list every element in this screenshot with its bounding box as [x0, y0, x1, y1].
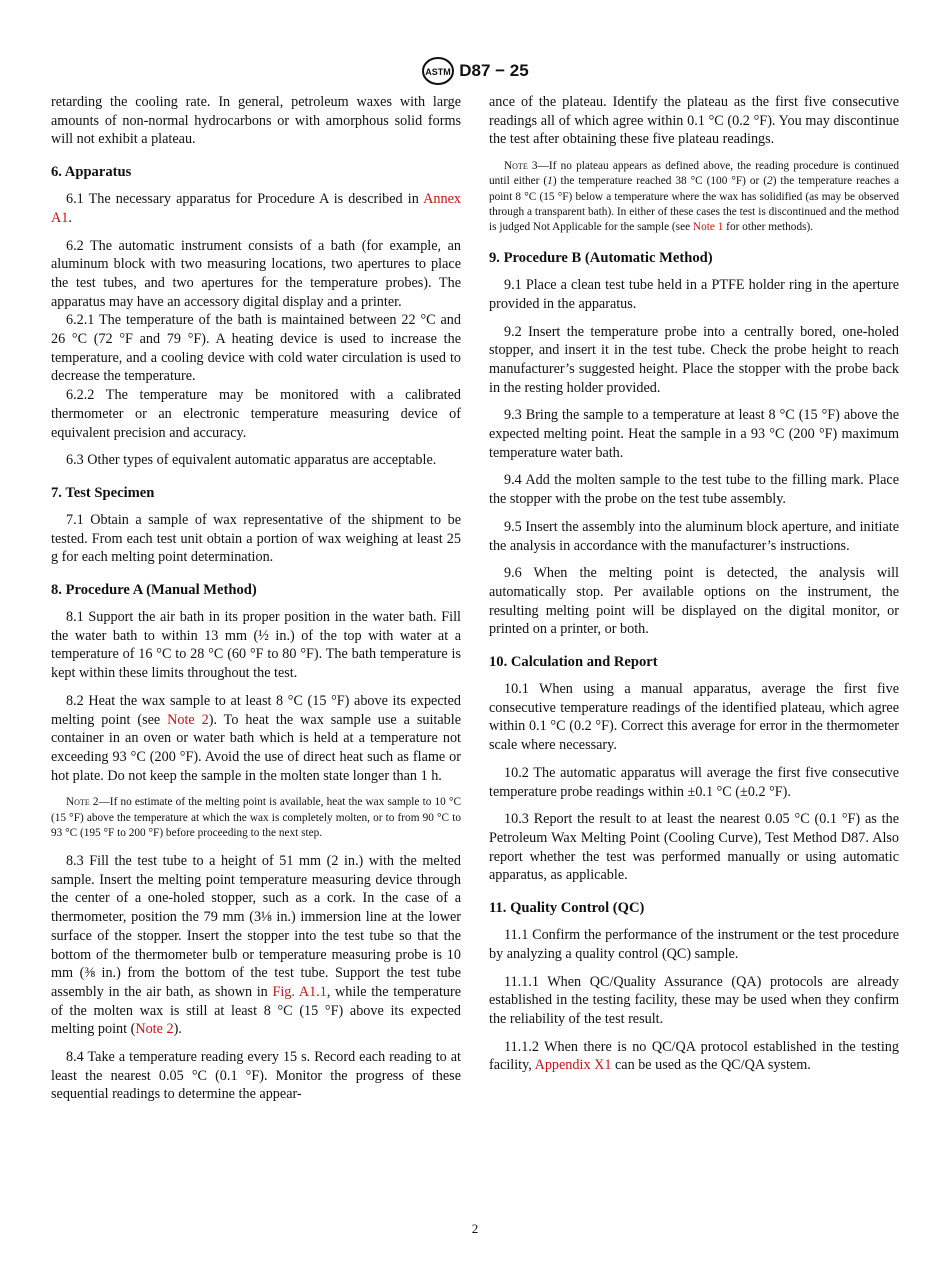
paragraph-8-3: 8.3 Fill the test tube to a height of 51 mm (2 in.) with the melted sample. Insert the melting point temperature measuring device through the center of a one-holed stopper, such as a cork. In the case of a thermometer, position the 79 mm (3⅛ in.) immersion line at the lower surface of the stopper. Insert the stopper into the test tube so that the bottom of the thermometer bulb or temperature measuring probe is 10 mm (⅜ in.) from the bottom of the test tube. Support the test tube assembly in the air bath, as shown in Fig. A1.1, while the temperature of the molten wax is still at least 8 °C (15 °F) above its expected melting point (Note 2). — [51, 853, 461, 1038]
paragraph-9-4: 9.4 Add the molten sample to the test tube to the filling mark. Place the stopper with the probe on the test tube assembly. — [489, 472, 899, 508]
paragraph-7-1: 7.1 Obtain a sample of wax representative of the shipment to be tested. From each test unit obtain a portion of wax weighing at least 25 g for each melting point determination. — [51, 511, 461, 566]
paragraph-6-2-2: 6.2.2 The temperature may be monitored with a calibrated thermometer or an electronic temperature measuring device of equivalent precision and accuracy. — [51, 387, 461, 441]
paragraph-8-1: 8.1 Support the air bath in its proper position in the water bath. Fill the water bath to within 13 mm (½ in.) of the top with water at a temperature of 16 °C to 28 °C (60 °F to 80 °F). The bath temperature is kept within these limits throughout the test. — [51, 609, 461, 682]
page-number: 2 — [471, 1221, 479, 1236]
paragraph-6-1: 6.1 The necessary apparatus for Procedure A is described in Annex A1. — [51, 191, 461, 226]
paragraph-10-2: 10.2 The automatic apparatus will average the first five consecutive temperature probe readings within ±0.1 °C (±0.2 °F). — [489, 764, 899, 800]
section-heading-6: 6. Apparatus — [51, 164, 132, 181]
paragraph-8-2: 8.2 Heat the wax sample to at least 8 °C (15 °F) above its expected melting point (see Note 2). To heat the wax sample use a suitable container in an oven or water bath which is held at a temperature not exceeding 93 °C (200 °F). Avoid the use of direct heat such as flame or hot plate. Do not keep the sample in the molten state longer than 1 h. — [51, 692, 461, 784]
note-2-link-2[interactable]: Note 2 — [135, 1021, 174, 1038]
paragraph-11-1-1: 11.1.1 When QC/Quality Assurance (QA) protocols are already established in the testing facility, these may be used when they confirm the reliability of the test result. — [489, 973, 899, 1027]
paragraph-continued-right: ance of the plateau. Identify the plateau as the first five consecutive readings all of which agree within 0.1 °C (0.2 °F). You may discontinue the test after obtaining these five plateau readings. — [489, 94, 899, 148]
paragraph-11-1-2: 11.1.2 When there is no QC/QA protocol established in the testing facility, Appendix X1 can be used as the QC/QA system. — [489, 1038, 899, 1074]
annex-a1-link[interactable]: Annex A1 — [51, 191, 461, 226]
astm-logo-icon — [421, 56, 455, 86]
note-2-link[interactable]: Note 2 — [167, 711, 209, 728]
paragraph-9-2: 9.2 Insert the temperature probe into a centrally bored, one-holed stopper, and insert it in the test tube. Check the probe height to reach manufacturer’s suggested height. Place the stopper with the probe back in the resting holder provided. — [489, 323, 899, 396]
paragraph-10-1: 10.1 When using a manual apparatus, average the first five consecutive temperature readings of the identified plateau, which agree within 0.1 °C (0.2 °F). Correct this average for error in the thermometer scale where necessary. — [489, 681, 899, 754]
paragraph-9-6: 9.6 When the melting point is detected, the analysis will automatically stop. Per available options on the instrument, the resulting melting point will be displayed on the digital monitor, or printed on a printer, or both. — [489, 565, 899, 638]
right-column — [489, 93, 899, 1084]
left-column — [51, 93, 461, 1113]
section-heading-7: 7. Test Specimen — [51, 484, 155, 501]
paragraph-6-2: 6.2 The automatic instrument consists of a bath (for example, an aluminum block with two measuring locations, two apertures to place the test tubes, and two apertures for the temperature probes). The apparatus may have an accessory digital display and a printer. — [51, 237, 461, 310]
paragraph-10-3: 10.3 Report the result to at least the nearest 0.05 °C (0.1 °F) as the Petroleum Wax Melting Point (Cooling Curve), Test Method D87. Also report whether the test was performed manually or using automatic apparatus, as applicable. — [489, 811, 899, 884]
paragraph-9-3: 9.3 Bring the sample to a temperature at least 8 °C (15 °F) above the expected melting point. Heat the sample in a 93 °C (200 °F) maximum temperature water bath. — [489, 407, 899, 461]
note-1-link[interactable]: Note 1 — [692, 220, 724, 233]
section-heading-11: 11. Quality Control (QC) — [489, 900, 645, 917]
logo-text: ASTM — [425, 67, 451, 77]
paragraph-11-1: 11.1 Confirm the performance of the instrument or the test procedure by analyzing a quality control (QC) sample. — [489, 927, 899, 962]
appendix-x1-link[interactable]: Appendix X1 — [534, 1057, 612, 1074]
paragraph-6-2-1: 6.2.1 The temperature of the bath is maintained between 22 °C and 26 °C (72 °F and 79 °F). A heating device is used to increase the temperature, and a cooling device with cold water circulation is used to decrease the temperature. — [51, 312, 461, 385]
section-heading-9: 9. Procedure B (Automatic Method) — [489, 250, 713, 267]
paragraph-8-4: 8.4 Take a temperature reading every 15 s. Record each reading to at least the nearest 0.05 °C (0.1 °F). Monitor the progress of these sequential readings to determine the appear- — [51, 1049, 461, 1103]
paragraph-9-5: 9.5 Insert the assembly into the aluminum block aperture, and initiate the analysis in accordance with the manufacturer’s instructions. — [489, 518, 899, 554]
paragraph-9-1: 9.1 Place a clean test tube held in a PTFE holder ring in the aperture provided in the apparatus. — [489, 277, 899, 312]
note-2: Note 2—If no estimate of the melting point is available, heat the wax sample to 10 °C (15 °F) above the temperature at which the wax is completely molten, or to from 90 °C to 93 °C (195 °F to 200 °F) before proceeding to the next step. — [51, 796, 461, 839]
paragraph-6-3: 6.3 Other types of equivalent automatic apparatus are acceptable. — [66, 452, 437, 469]
section-heading-8: 8. Procedure A (Manual Method) — [51, 582, 257, 599]
fig-a1-1-link[interactable]: Fig. A1.1 — [272, 983, 327, 1000]
note-3: Note 3—If no plateau appears as defined above, the reading procedure is continued until either (1) the temperature reached 38 °C (100 °F) or (2) the temperature reaches a point 8 °C (15 °F) below a temperature where the wax has solidified (as may be observed through a transparent bath). In either of these cases the test is discontinued and the method is judged Not Applicable for the sample (see Note 1 for other methods). — [489, 160, 899, 233]
designation: D87 − 25 — [459, 61, 529, 80]
paragraph-continued: retarding the cooling rate. In general, petroleum waxes with large amounts of non-normal hydrocarbons or with amorphous solid forms will not exhibit a plateau. — [51, 94, 461, 148]
section-heading-10: 10. Calculation and Report — [489, 654, 658, 671]
page-header — [0, 56, 950, 86]
